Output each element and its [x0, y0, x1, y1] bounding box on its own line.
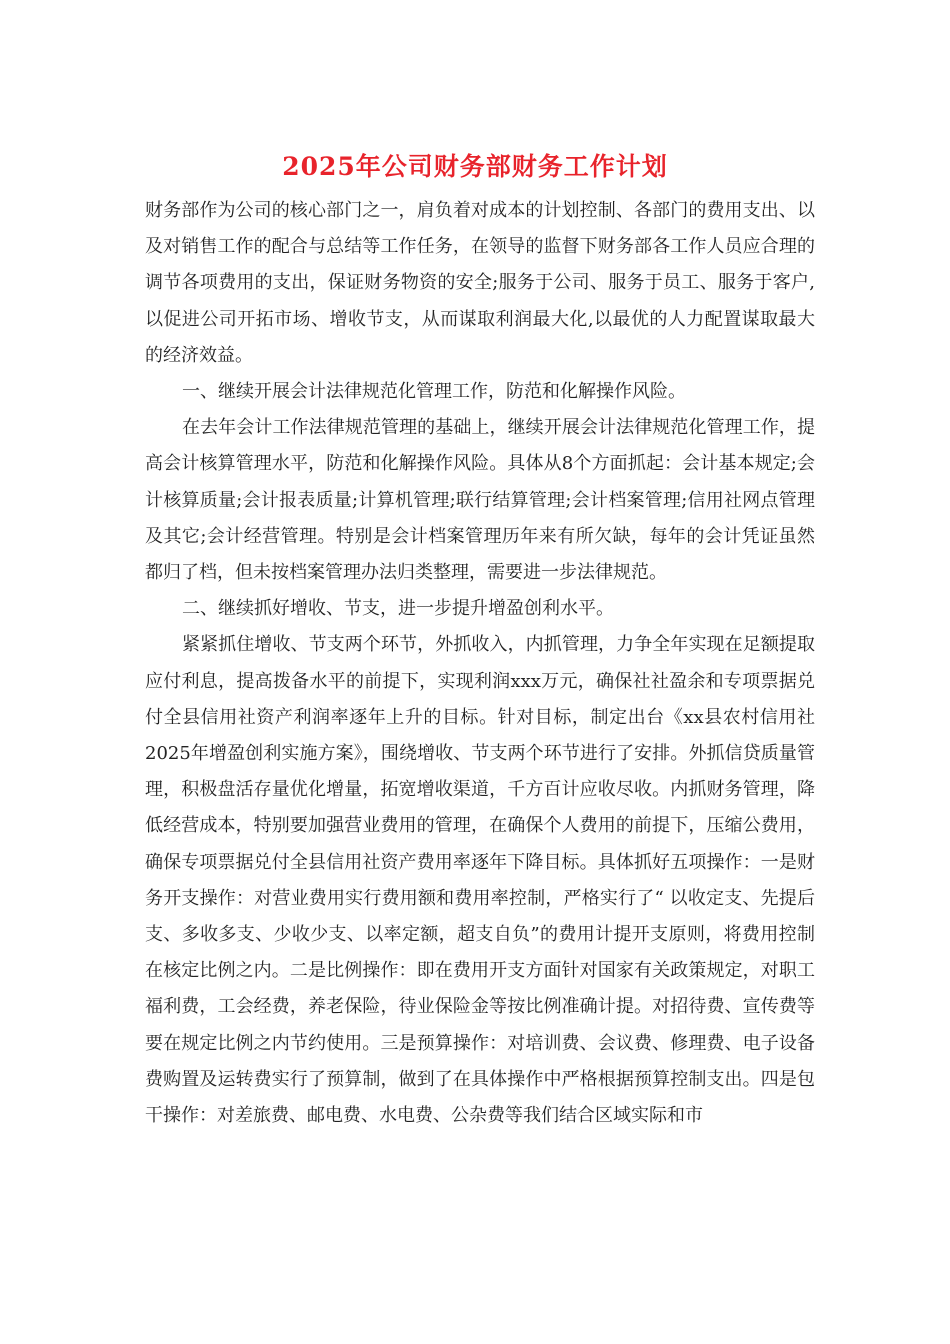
document-body [145, 193, 815, 1134]
document-title: 2025年公司财务部财务工作计划 [282, 152, 668, 181]
section-1-paragraph: 在去年会计工作法律规范管理的基础上，继续开展会计法律规范化管理工作，提高会计核算管理水平，防范和化解操作风险。具体从8个方面抓起：会计基本规定;会计核算质量;会计报表质量;计算机管理;联行结算管理;会计档案管理;信用社网点管理及其它;会计经营管理。特别是会计档案管理历年来有所欠缺，每年的会计凭证虽然都归了档，但未按档案管理办法归类整理，需要进一步法律规范。 [145, 417, 815, 584]
section-heading-1: 一、继续开展会计法律规范化管理工作，防范和化解操作风险。 [182, 381, 686, 403]
intro-paragraph: 财务部作为公司的核心部门之一，肩负着对成本的计划控制、各部门的费用支出、以及对销售工作的配合与总结等工作任务，在领导的监督下财务部各工作人员应合理的调节各项费用的支出，保证财务物资的安全;服务于公司、服务于员工、服务于客户,以促进公司开拓市场、增收节支，从而谋取利润最大化,以最优的人力配置谋取最大的经济效益。 [145, 200, 815, 366]
section-heading-2: 二、继续抓好增收、节支，进一步提升增盈创利水平。 [182, 598, 614, 620]
section-2-paragraph: 紧紧抓住增收、节支两个环节，外抓收入，内抓管理，力争全年实现在足额提取应付利息，提高拨备水平的前提下，实现利润xxx万元，确保社社盈余和专项票据兑付全县信用社资产利润率逐年上升的目标。针对目标，制定出台《xx县农村信用社2025年增盈创利实施方案》，围绕增收、节支两个环节进行了安排。外抓信贷质量管理，积极盘活存量优化增量，拓宽增收渠道，千方百计应收尽收。内抓财务管理，降低经营成本，特别要加强营业费用的管理，在确保个人费用的前提下，压缩公费用，确保专项票据兑付全县信用社资产费用率逐年下降目标。具体抓好五项操作：一是财务开支操作：对营业费用实行费用额和费用率控制，严格实行了“ 以收定支、先提后支、多收多支、少收少支、以率定额，超支自负”的费用计提开支原则，将费用控制在核定比例之内。二是比例操作：即在费用开支方面针对国家有关政策规定，对职工福利费，工会经费，养老保险，待业保险金等按比例准确计提。对招待费、宣传费等要在规定比例之内节约使用。三是预算操作：对培训费、会议费、修理费、电子设备费购置及运转费实行了预算制，做到了在具体操作中严格根据预算控制支出。四是包干操作：对差旅费、邮电费、水电费、公杂费等我们结合区域实际和市 [145, 634, 815, 1127]
